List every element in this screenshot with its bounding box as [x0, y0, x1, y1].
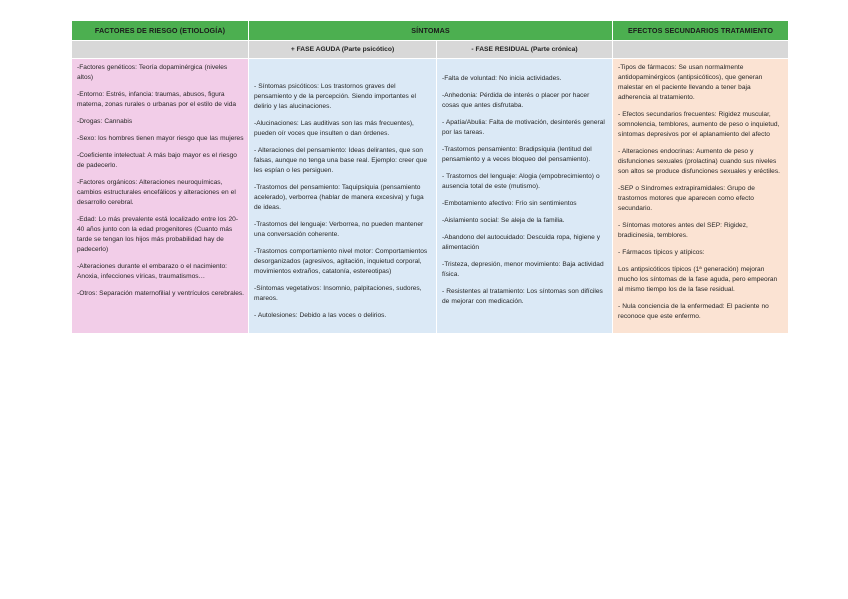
factor-item: -Coeficiente intelectual: A más bajo mayor es el riesgo de padecerlo.	[77, 152, 237, 169]
efecto-item: -SEP o Síndromes extrapiramidales: Grupo de trastornos motores que aparecen como efecto secundario.	[618, 185, 755, 212]
header-sintomas: SÍNTOMAS	[249, 21, 613, 41]
fase-aguda-item: -Trastornos del pensamiento: Taquipsiquia (pensamiento acelerado), verborrea (hablar de manera excesiva) y fuga de ideas.	[254, 184, 424, 211]
efecto-item: - Nula conciencia de la enfermedad: El paciente no reconoce que este enfermo.	[618, 303, 769, 320]
factores-list	[72, 59, 248, 310]
efecto-item: -Tipos de fármacos: Se usan normalmente antidopaminérgicos (antipsicóticos), que generan malestar en el paciente llevando a tener baja adherencia al tratamiento.	[618, 64, 763, 101]
fase-residual-item: -Anhedonia: Pérdida de interés o placer por hacer cosas que antes disfrutaba.	[442, 92, 590, 109]
efecto-item: Los antipsicóticos típicos (1ª generación) mejoran mucho los síntomas de la fase aguda, pero empeoran al mismo tiempo los de la fase residual.	[618, 266, 778, 293]
subheader-row	[72, 41, 789, 59]
fase-aguda-item: - Síntomas psicóticos: Los trastornos graves del pensamiento y de la percepción. Siendo importantes el delirio y las alucinaciones.	[254, 83, 416, 110]
efecto-item: - Alteraciones endocrinas: Aumento de peso y disfunciones sexuales (prolactina) cuando sus niveles son altos se produce disfunciones sexuales y eréctiles.	[618, 148, 780, 175]
efecto-item: - Fármacos típicos y atípicos:	[618, 249, 705, 256]
content-row	[72, 59, 789, 334]
summary-table	[71, 20, 789, 334]
fase-residual-item: -Abandono del autocuidado: Descuida ropa, higiene y alimentación	[442, 234, 601, 251]
subheader-empty-right	[613, 41, 789, 59]
factor-item: -Factores orgánicos: Alteraciones neuroquímicas, cambios estructurales encefálicos y alteraciones en el desarrollo cerebral.	[77, 179, 236, 206]
factor-item: -Drogas: Cannabis	[77, 118, 133, 125]
fase-residual-item: - Apatía/Abulia: Falta de motivación, desinterés general por las tareas.	[442, 119, 605, 136]
fase-aguda-item: -Trastornos comportamiento nivel motor: Comportamientos desorganizados (agresivos, agitación, inquietud corporal, movimientos extraños, catatonía, estereotipas)	[254, 248, 428, 275]
fase-residual-item: -Aislamiento social: Se aleja de la familia.	[442, 217, 565, 224]
subheader-empty-left	[72, 41, 249, 59]
fase-residual-item: -Embotamiento afectivo: Frío sin sentimientos	[442, 200, 577, 207]
header-row	[72, 21, 789, 41]
fase-aguda-item: -Síntomas vegetativos: Insomnio, palpitaciones, sudores, mareos.	[254, 285, 422, 302]
fase-residual-item: -Tristeza, depresión, menor movimiento: Baja actividad física.	[442, 261, 604, 278]
factores-column	[72, 59, 249, 334]
efecto-item: - Efectos secundarios frecuentes: Rigidez muscular, somnolencia, temblores, aumento de peso o inquietud, síntomas depresivos por el aplanamiento del afecto	[618, 111, 780, 138]
efectos-list	[613, 59, 788, 333]
fase-residual-item: -Falta de voluntad: No inicia actividades.	[442, 75, 562, 82]
subheader-fase-residual: - FASE RESIDUAL (Parte crónica)	[437, 41, 613, 59]
header-factores: FACTORES DE RIESGO (ETIOLOGÍA)	[72, 21, 249, 41]
efecto-item: - Síntomas motores antes del SEP: Rigidez, bradicinesia, temblores.	[618, 222, 748, 239]
factor-item: -Alteraciones durante el embarazo o el nacimiento: Anoxia, infecciones víricas, traumatismos…	[77, 263, 228, 280]
factor-item: -Edad: Lo más prevalente está localizado entre los 20-40 años junto con la edad progenitores (Cuanto más tarde se tengan los hijos más probabilidad hay de padecerlo)	[77, 216, 239, 253]
fase-aguda-item: - Autolesiones: Debido a las voces o delirios.	[254, 312, 387, 319]
fase-residual-list	[437, 59, 612, 318]
fase-aguda-list	[249, 59, 436, 332]
factor-item: -Sexo: los hombres tienen mayor riesgo que las mujeres	[77, 135, 244, 142]
fase-aguda-item: -Alucinaciones: Las auditivas son las más frecuentes), pueden oír voces que insulten o dan órdenes.	[254, 120, 414, 137]
factor-item: -Factores genéticos: Teoría dopaminérgica (niveles altos)	[77, 64, 228, 81]
fase-residual-column	[437, 59, 613, 334]
fase-residual-item: -Trastornos pensamiento: Bradipsiquia (lentitud del pensamiento y a veces bloqueo del pensamiento).	[442, 146, 592, 163]
fase-aguda-item: - Alteraciones del pensamiento: Ideas delirantes, que son falsas, aunque no tenga una base real. Ejemplo: creer que les espían o les persiguen.	[254, 147, 427, 174]
fase-aguda-item: -Trastornos del lenguaje: Verborrea, no pueden mantener una conversación coherente.	[254, 221, 424, 238]
efectos-column	[613, 59, 789, 334]
subheader-fase-aguda: + FASE AGUDA (Parte psicótico)	[249, 41, 437, 59]
factor-item: -Otros: Separación maternofilial y ventrículos cerebrales.	[77, 290, 245, 297]
fase-residual-item: - Trastornos del lenguaje: Alogia (empobrecimiento) o ausencia total de este (mutismo).	[442, 173, 600, 190]
fase-residual-item: - Resistentes al tratamiento: Los síntomas son difíciles de mejorar con medicación.	[442, 288, 603, 305]
header-efectos: EFECTOS SECUNDARIOS TRATAMIENTO	[613, 21, 789, 41]
fase-aguda-column	[249, 59, 437, 334]
factor-item: -Entorno: Estrés, infancia: traumas, abusos, figura materna, zonas rurales o urbanas por el estilo de vida	[77, 91, 237, 108]
